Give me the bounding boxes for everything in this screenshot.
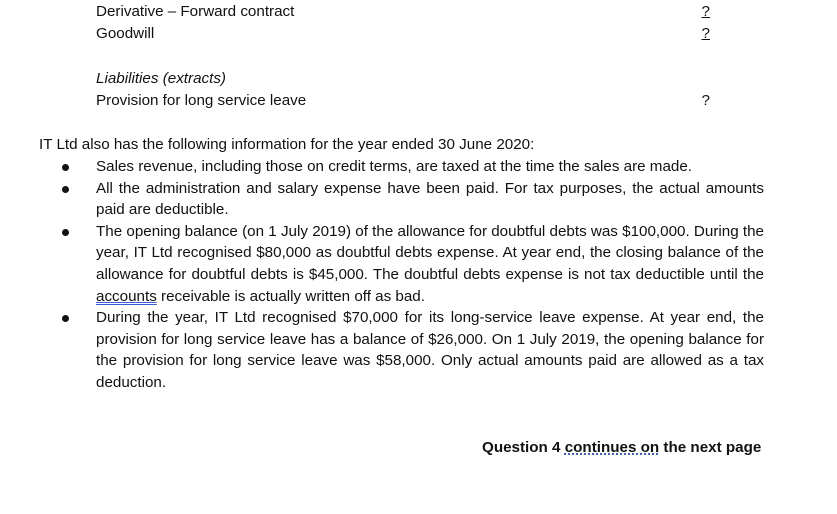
list-item <box>56 178 764 221</box>
bullet-icon <box>62 229 69 236</box>
bullet-text-after: receivable is actually written off as bad. <box>156 287 425 305</box>
intro-text: IT Ltd also has the following information for the year ended 30 June 2020: <box>39 136 535 153</box>
continuation-note <box>482 438 761 458</box>
row-value-derivative: ? <box>701 3 710 20</box>
bullet-text: All the administration and salary expense have been paid. For tax purposes, the actual amounts paid are deductible. <box>96 179 764 219</box>
bullet-icon <box>62 315 69 322</box>
continuation-note-after: the next page <box>659 439 762 456</box>
row-label-goodwill: Goodwill <box>96 25 155 42</box>
continuation-note-before: Question 4 <box>482 439 565 456</box>
list-item <box>56 307 764 393</box>
liabilities-heading: Liabilities (extracts) <box>96 70 226 87</box>
bullet-icon <box>62 186 69 193</box>
bullet-text: During the year, IT Ltd recognised $70,000 for its long-service leave expense. At year end, the provision for long service leave has a balance of $26,000. On 1 July 2019, the opening balance for the provision for long service leave was $58,000. Only actual amounts paid are allowed as a tax deduction. <box>96 309 764 391</box>
info-bullet-list <box>56 156 764 394</box>
row-value-provision: ? <box>701 92 710 109</box>
bullet-icon <box>62 164 69 171</box>
row-value-goodwill: ? <box>701 25 710 42</box>
list-item <box>56 156 764 178</box>
bullet-text: Sales revenue, including those on credit terms, are taxed at the time the sales are made. <box>96 158 693 175</box>
list-item <box>56 221 764 307</box>
row-label-derivative: Derivative – Forward contract <box>96 3 295 20</box>
bullet-text-underlined: accounts <box>96 287 157 305</box>
row-label-provision: Provision for long service leave <box>96 92 307 109</box>
bullet-text-before: The opening balance (on 1 July 2019) of the allowance for doubtful debts was $100,000. During the year, IT Ltd recognised $80,000 as doubtful debts expense. At year end, the closing balance of the allowance for doubtful debts is $45,000. The doubtful debts expense is not tax deductible until the <box>96 222 764 283</box>
continuation-note-underlined: continues on <box>564 439 660 456</box>
